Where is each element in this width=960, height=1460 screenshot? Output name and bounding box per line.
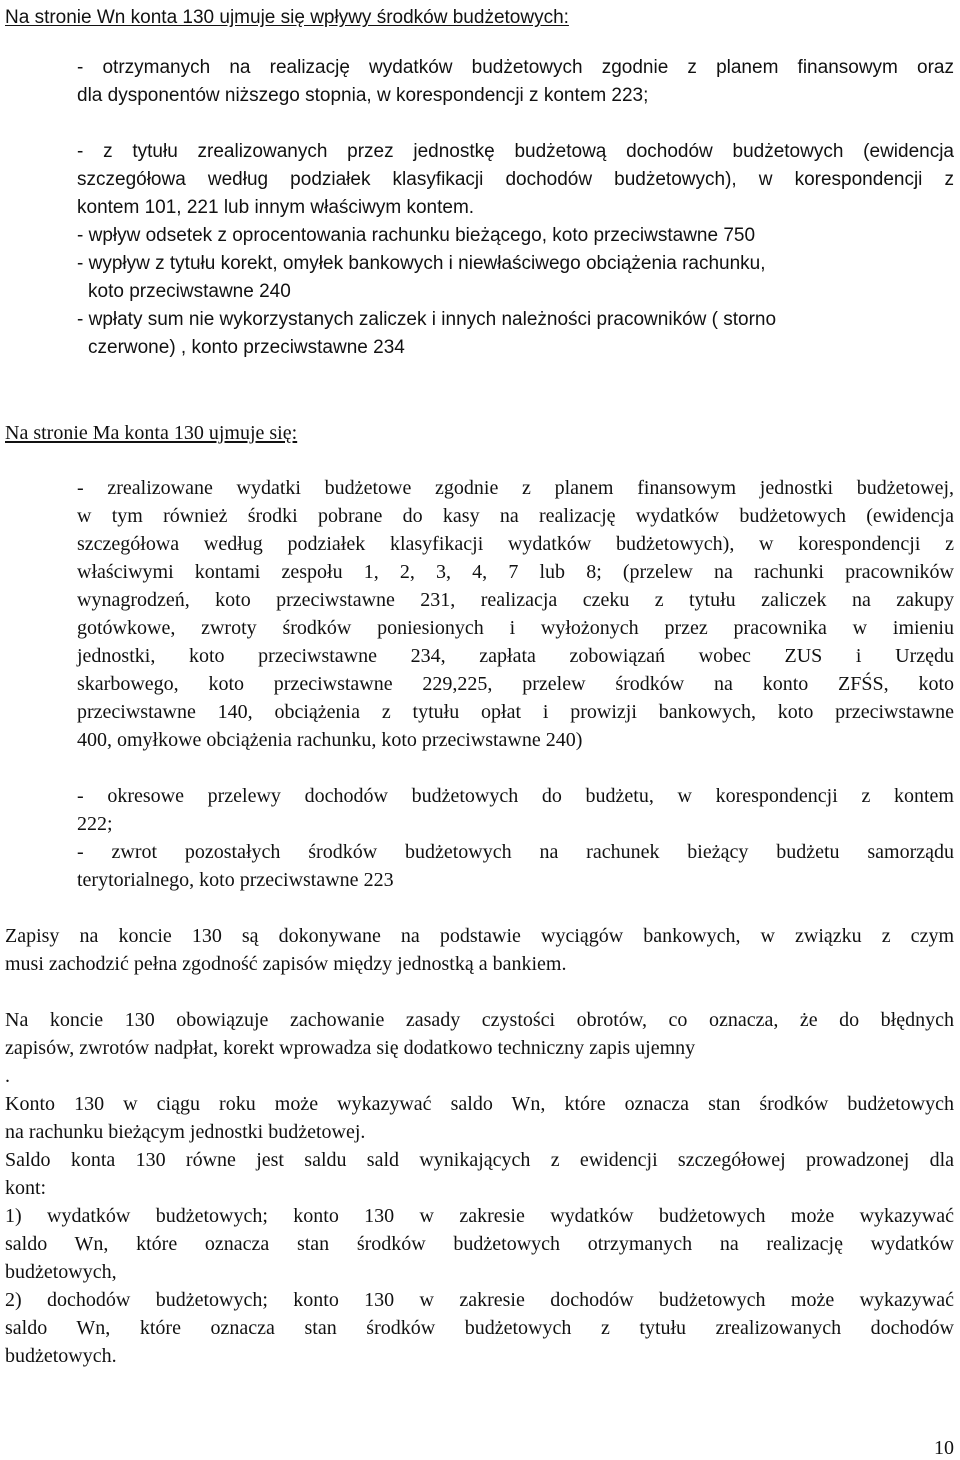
ma-item-3-line-1: - zwrot pozostałych środków budżetowych na rachunek bieżący budżetu samorządu bbox=[77, 841, 954, 863]
ma-item-1-line-9: przeciwstawne 140, obciążenia z tytułu opłat i prowizji bankowych, koto przeciwstawne bbox=[77, 701, 954, 723]
ma-item-2-line-2: 222; bbox=[77, 813, 113, 835]
wn-item-4-line-1: - wypływ z tytułu korekt, omyłek bankowych i niewłaściwego obciążenia rachunku, bbox=[77, 253, 766, 274]
saldo-point-2-line-2: saldo Wn, które oznacza stan środków budżetowych z tytułu zrealizowanych dochodów bbox=[5, 1317, 954, 1339]
ma-item-1-line-6: gotówkowe, zwroty środków poniesionych i wyłożonych przez pracownika w imieniu bbox=[77, 617, 954, 639]
wn-item-2-line-3: kontem 101, 221 lub innym właściwym kontem. bbox=[77, 197, 475, 218]
ma-item-1-line-5: wynagrodzeń, koto przeciwstawne 231, realizacja czeku z tytułu zaliczek na zakupy bbox=[77, 589, 954, 611]
ma-item-1-line-8: skarbowego, koto przeciwstawne 229,225, przelew środków na konto ZFŚS, koto bbox=[77, 673, 954, 695]
wn-item-1-line-1: - otrzymanych na realizację wydatków budżetowych zgodnie z planem finansowym oraz bbox=[77, 57, 954, 78]
para-czystosc-line-3: . bbox=[5, 1065, 10, 1087]
saldo-point-2-line-3: budżetowych. bbox=[5, 1345, 117, 1367]
ma-item-3-line-2: terytorialnego, koto przeciwstawne 223 bbox=[77, 869, 394, 891]
saldo-point-2-line-1: 2) dochodów budżetowych; konto 130 w zakresie dochodów budżetowych może wykazywać bbox=[5, 1289, 954, 1311]
para-saldo-konta-line-2: kont: bbox=[5, 1177, 47, 1199]
ma-item-2-line-1: - okresowe przelewy dochodów budżetowych do budżetu, w korespondencji z kontem bbox=[77, 785, 954, 807]
wn-item-5-line-1: - wpłaty sum nie wykorzystanych zaliczek i innych należności pracowników ( storno bbox=[77, 309, 777, 330]
wn-item-4-line-2: koto przeciwstawne 240 bbox=[88, 281, 291, 302]
para-zapisy-line-2: musi zachodzić pełna zgodność zapisów między jednostką a bankiem. bbox=[5, 953, 567, 975]
page-number: 10 bbox=[934, 1437, 954, 1459]
wn-item-5-line-2: czerwone) , konto przeciwstawne 234 bbox=[88, 337, 405, 358]
saldo-point-1-line-1: 1) wydatków budżetowych; konto 130 w zakresie wydatków budżetowych może wykazywać bbox=[5, 1205, 954, 1227]
para-saldo-konta-line-1: Saldo konta 130 równe jest saldu sald wynikających z ewidencji szczegółowej prowadzonej dla bbox=[5, 1149, 954, 1171]
ma-item-1-line-3: szczegółowa według podziałek klasyfikacji wydatków budżetowych), w korespondencji z bbox=[77, 533, 954, 555]
saldo-point-1-line-3: budżetowych, bbox=[5, 1261, 117, 1283]
wn-item-2-line-2: szczegółowa według podziałek klasyfikacji dochodów budżetowych), w korespondencji z bbox=[77, 169, 954, 190]
section-wn-heading: Na stronie Wn konta 130 ujmuje się wpływy środków budżetowych: bbox=[5, 7, 569, 28]
para-zapisy-line-1: Zapisy na koncie 130 są dokonywane na podstawie wyciągów bankowych, w związku z czym bbox=[5, 925, 954, 947]
wn-item-3: - wpływ odsetek z oprocentowania rachunku bieżącego, koto przeciwstawne 750 bbox=[77, 225, 756, 246]
para-saldo-wn-line-1: Konto 130 w ciągu roku może wykazywać saldo Wn, które oznacza stan środków budżetowych bbox=[5, 1093, 954, 1115]
ma-item-1-line-2: w tym również środki pobrane do kasy na realizację wydatków budżetowych (ewidencja bbox=[77, 505, 954, 527]
para-czystosc-line-1: Na koncie 130 obowiązuje zachowanie zasady czystości obrotów, co oznacza, że do błędnych bbox=[5, 1009, 954, 1031]
saldo-point-1-line-2: saldo Wn, które oznacza stan środków budżetowych otrzymanych na realizację wydatków bbox=[5, 1233, 954, 1255]
ma-item-1-line-1: - zrealizowane wydatki budżetowe zgodnie z planem finansowym jednostki budżetowej, bbox=[77, 477, 954, 499]
wn-item-2-line-1: - z tytułu zrealizowanych przez jednostkę budżetową dochodów budżetowych (ewidencja bbox=[77, 141, 954, 162]
para-czystosc-line-2: zapisów, zwrotów nadpłat, korekt wprowadza się dodatkowo techniczny zapis ujemny bbox=[5, 1037, 696, 1059]
ma-item-1-line-4: właściwymi kontami zespołu 1, 2, 3, 4, 7 lub 8; (przelew na rachunki pracowników bbox=[77, 561, 954, 583]
ma-item-1-line-7: jednostki, koto przeciwstawne 234, zapłata zobowiązań wobec ZUS i Urzędu bbox=[77, 645, 954, 667]
para-saldo-wn-line-2: na rachunku bieżącym jednostki budżetowej. bbox=[5, 1121, 366, 1143]
section-ma-heading: Na stronie Ma konta 130 ujmuje się: bbox=[5, 422, 298, 444]
wn-item-1-line-2: dla dysponentów niższego stopnia, w korespondencji z kontem 223; bbox=[77, 85, 649, 106]
ma-item-1-line-10: 400, omyłkowe obciążenia rachunku, koto przeciwstawne 240) bbox=[77, 729, 583, 751]
